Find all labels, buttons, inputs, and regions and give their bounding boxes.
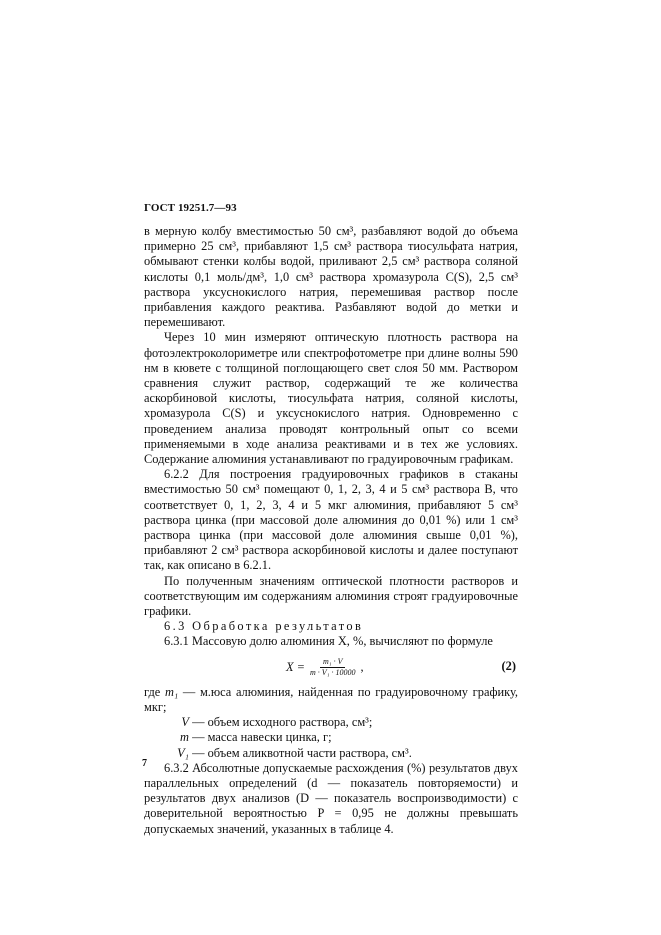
legend-text: — объем исходного раствора, см³; bbox=[192, 715, 373, 730]
legend-text: — масса навески цинка, г; bbox=[192, 730, 332, 745]
legend-item bbox=[144, 746, 518, 761]
body-text bbox=[144, 224, 518, 837]
page-number: 7 bbox=[142, 758, 147, 769]
paragraph-2: Через 10 мин измеряют оптическую плотность раствора на фотоэлектроколориметре или спектрофотометре при длине волны 590 нм в кювете с толщиной поглощающего свет слоя 50 мм. Раствором сравнения служит раствор, содержащий те же количества аскорбиновой кислоты, тиосульфата натрия, соляной кислоты, хромазурола С(S) и уксуснокислого натрия. Одновременно с проведением анализа проводят контрольный опыт со всеми применяемыми в ходе анализа реактивами и в тех же условиях. Содержание алюминия устанавливают по градуировочным графикам. bbox=[144, 330, 518, 467]
paragraph-3: 6.2.2 Для построения градуировочных графиков в стаканы вместимостью 50 см³ помещают 0, 1, 2, 3, 4 и 5 см³ раствора В, что соответствует 0, 1, 2, 3, 4 и 5 мкг алюминия, прибавляют 5 см³ раствора цинка (при массовой доле алюминия до 0,01 %) или 1 см³ раствора цинка (при массовой доле алюминия свыше 0,01 %), прибавляют 2 см³ раствора аскорбиновой кислоты и далее поступают так, как описано в 6.2.1. bbox=[144, 467, 518, 573]
legend-prefix: где bbox=[144, 684, 161, 699]
formula-denominator: m · V₁ · 10000 bbox=[310, 667, 356, 677]
formula-numerator: m₁ · V bbox=[320, 657, 345, 668]
document-code: ГОСТ 19251.7—93 bbox=[144, 202, 237, 214]
legend-item bbox=[144, 715, 518, 730]
formula-tail: , bbox=[360, 659, 364, 674]
legend-symbol: V bbox=[181, 715, 189, 730]
paragraph-1: в мерную колбу вместимостью 50 см³, разбавляют водой до объема примерно 25 см³, прибавляют 1,5 см³ раствора тиосульфата натрия, обмывают стенки колбы водой, приливают 2,5 см³ раствора соляной кислоты 0,1 моль/дм³, 1,0 см³ раствора хромазурола С(S), 2,5 см³ раствора уксуснокислого натрия, перемешивая раствор после прибавления каждого реактива. Разбавляют водой до метки и перемешивают. bbox=[144, 224, 518, 330]
formula-legend bbox=[144, 685, 518, 761]
legend-symbol: m₁ bbox=[164, 684, 179, 699]
legend-item bbox=[144, 730, 518, 745]
section-6-3-2: 6.3.2 Абсолютные допускаемые расхождения (%) результатов двух параллельных определений (d — показатель повторяемости) и результатов двух анализов (D — показатель воспроизводимости) с доверительной вероятностью P = 0,95 не должны превышать допускаемых значений, указанных в таблице 4. bbox=[144, 760, 518, 836]
formula-2 bbox=[144, 651, 518, 683]
legend-item bbox=[144, 685, 518, 715]
formula-expression bbox=[286, 657, 364, 678]
legend-text: — м.юса алюминия, найденная по градуировочному графику, мкг; bbox=[144, 684, 518, 714]
legend-symbol: V₁ bbox=[177, 745, 189, 760]
legend-symbol: m bbox=[180, 730, 189, 745]
section-6-3-heading: 6.3 Обработка результатов bbox=[164, 619, 364, 634]
paragraph-4: По полученным значениям оптической плотности растворов и соответствующим им содержаниям алюминия строят градуировочные графики. bbox=[144, 573, 518, 619]
formula-lhs: X = bbox=[286, 659, 306, 674]
formula-number: (2) bbox=[501, 658, 516, 673]
formula-fraction bbox=[307, 657, 358, 678]
legend-text: — объем аликвотной части раствора, см³. bbox=[192, 745, 412, 760]
section-6-3-1: 6.3.1 Массовую долю алюминия X, %, вычисляют по формуле bbox=[164, 634, 493, 649]
